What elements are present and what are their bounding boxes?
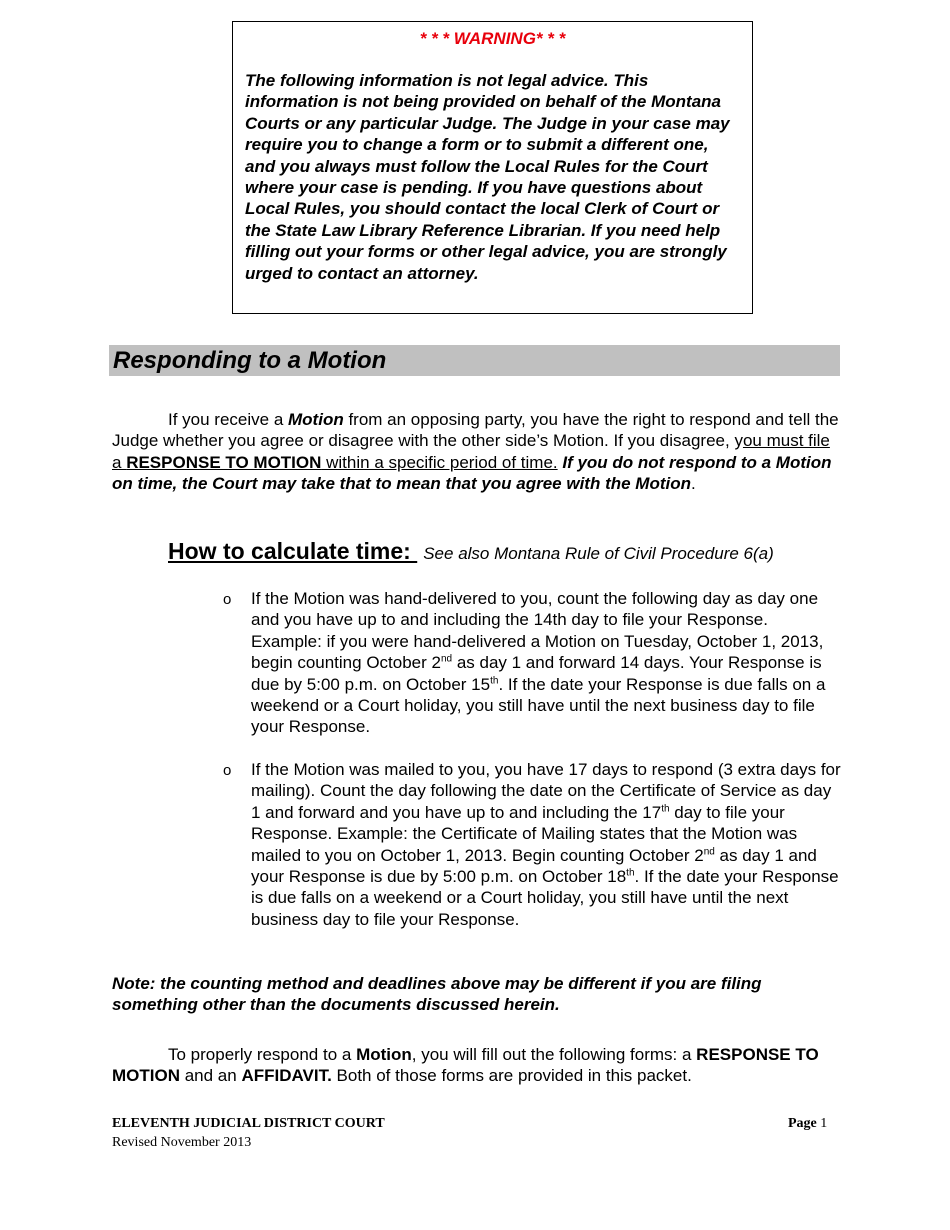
footer-revised-date: Revised November 2013: [112, 1135, 252, 1150]
footer-page-number: Page 1: [788, 1116, 828, 1131]
section-heading: Responding to a Motion: [109, 345, 840, 376]
closing-paragraph: To properly respond to a Motion, you will fill out the following forms: a RESPONSE TO MOTION and an AFFIDAVIT. Both of those forms are provided in this packet.: [112, 1045, 819, 1086]
footer-court-name: ELEVENTH JUDICIAL DISTRICT COURT: [112, 1116, 385, 1131]
warning-text: The following information is not legal advice. This information is not being provided on behalf of the Montana Courts or any particular Judge. The Judge in your case may require you to change a form or to submit a different one, and you always must follow the Local Rules for the Court where your case is pending. If you have questions about Local Rules, you should contact the local Clerk of Court or the State Law Library Reference Librarian. If you need help filling out your forms or other legal advice, you are strongly urged to contact an attorney.: [245, 71, 730, 283]
bullet-marker: o: [223, 591, 232, 608]
how-to-title: How to calculate time:: [168, 538, 418, 564]
bullet-hand-delivered: If the Motion was hand-delivered to you, count the following day as day one and you have up to and including the 14th day to file your Response. Example: if you were hand-delivered a Motion on Tuesday, October 1, 2013, begin counting October 2nd as day 1 and forward 14 days. Your Response is due by 5:00 p.m. on October 15th. If the date your Response is due falls on a weekend or a Court holiday, you still have until the next business day to file your Response.: [251, 589, 826, 737]
warning-title: * * * WARNING* * *: [419, 29, 566, 48]
bullet-mailed: If the Motion was mailed to you, you have 17 days to respond (3 extra days for mailing). Count the day following the date on the Certificate of Service as day 1 and forward and you have up to and including the 17th day to file your Response. Example: the Certificate of Mailing states that the Motion was mailed to you on October 1, 2013. Begin counting October 2nd as day 1 and your Response is due by 5:00 p.m. on October 18th. If the date your Response is due falls on a weekend or a Court holiday, you still have until the next business day to file your Response.: [251, 760, 841, 929]
how-to-subtitle: See also Montana Rule of Civil Procedure 6(a): [423, 544, 774, 563]
note-paragraph: Note: the counting method and deadlines above may be different if you are filing something other than the documents discussed herein.: [112, 974, 762, 1015]
warning-box: [232, 21, 753, 314]
intro-paragraph: If you receive a Motion from an opposing party, you have the right to respond and tell the Judge whether you agree or disagree with the other side’s Motion. If you disagree, you must file a RESPONSE TO MOTION within a specific period of time. If you do not respond to a Motion on time, the Court may take that to mean that you agree with the Motion.: [112, 410, 839, 494]
intro-warning-text: If you do not respond to a Motion on time, the Court may take that to mean that you agree with the Motion: [112, 452, 832, 494]
bullet-marker: o: [223, 762, 232, 779]
how-to-heading: [168, 538, 774, 565]
